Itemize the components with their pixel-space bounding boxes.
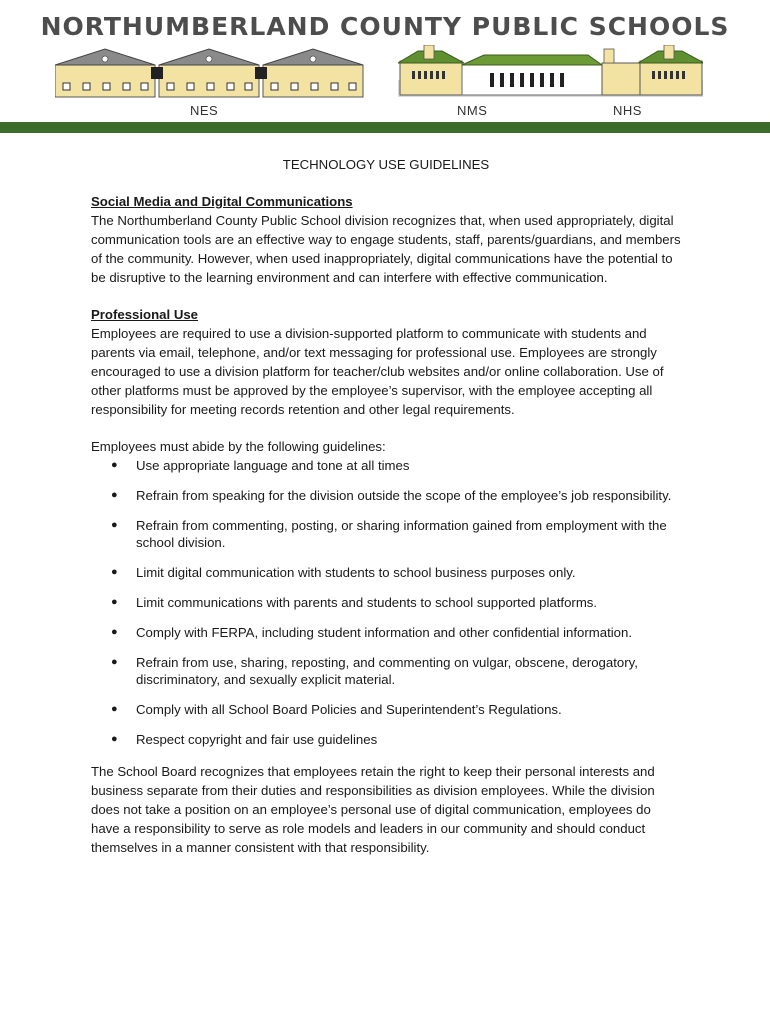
- section-body-professional-use: Employees are required to use a division-supported platform to communicate with students and parents via email, telephone, and/or text messaging for professional use. Employees are strongly encouraged to use a division platform for teacher/club websites and/or online collaboration. Use of other platforms must be approved by the employee’s supervisor, with the employee accepting all responsibility for meeting records retention and other legal requirements.: [91, 326, 664, 417]
- bullet-icon: ●: [111, 489, 118, 501]
- closing-paragraph: The School Board recognizes that employees retain the right to keep their personal interests and business separate from their duties and responsibilities as division employees. While the division does not take a position on an employee’s personal use of digital communication, employees do have a responsibility to serve as role models and leaders in our community and should conduct themselves in a manner consistent with that responsibility.: [91, 764, 655, 855]
- section-body-social-media: The Northumberland County Public School division recognizes that, when used appropriately, digital communication tools are an effective way to engage students, staff, parents/guardians, and members of the community. However, when used inappropriately, digital communications have the potential to be disruptive to the learning environment and can interfere with effective communication.: [91, 213, 681, 285]
- letterhead: [0, 0, 770, 135]
- list-item: ● Limit digital communication with students to school business purposes only.: [111, 565, 576, 580]
- list-item: ● Comply with FERPA, including student information and other confidential information.: [111, 625, 633, 640]
- document-title: TECHNOLOGY USE GUIDELINES: [282, 157, 490, 172]
- bullet-icon: ●: [111, 733, 118, 745]
- list-item: ● Limit communications with parents and students to school supported platforms.: [111, 595, 598, 610]
- list-item: ● Refrain from speaking for the division outside the scope of the employee’s job responsibility.: [111, 488, 672, 503]
- list-item: ● Respect copyright and fair use guidelines: [111, 732, 378, 747]
- document-body: [91, 150, 681, 857]
- school-label-nhs: NHS: [613, 103, 642, 118]
- list-item: ● Use appropriate language and tone at all times: [111, 458, 410, 473]
- guidelines-intro: Employees must abide by the following guidelines:: [91, 439, 386, 454]
- nms-nhs-building-illustration: [398, 45, 703, 100]
- bullet-icon: ●: [111, 566, 118, 578]
- bullet-icon: ●: [111, 596, 118, 608]
- guidelines-list: [91, 457, 681, 748]
- bullet-icon: ●: [111, 703, 118, 715]
- bullet-icon: ●: [111, 656, 118, 668]
- district-name: NORTHUMBERLAND COUNTY PUBLIC SCHOOLS: [40, 12, 730, 41]
- list-item: ● Refrain from use, sharing, reposting, and commenting on vulgar, obscene, derogatory, discriminatory, and sexually explicit material.: [111, 655, 638, 687]
- bullet-icon: ●: [111, 519, 118, 531]
- school-label-nms: NMS: [457, 103, 488, 118]
- list-item: ● Comply with all School Board Policies and Superintendent’s Regulations.: [111, 702, 562, 717]
- section-heading-social-media: Social Media and Digital Communications: [91, 194, 353, 209]
- list-item: ● Refrain from commenting, posting, or sharing information gained from employment with the school division.: [111, 518, 667, 550]
- school-label-nes: NES: [190, 103, 219, 118]
- nes-building-illustration: [55, 45, 365, 100]
- header-divider-bar: [0, 122, 770, 133]
- bullet-icon: ●: [111, 459, 118, 471]
- section-heading-professional-use: Professional Use: [91, 307, 199, 322]
- bullet-icon: ●: [111, 626, 118, 638]
